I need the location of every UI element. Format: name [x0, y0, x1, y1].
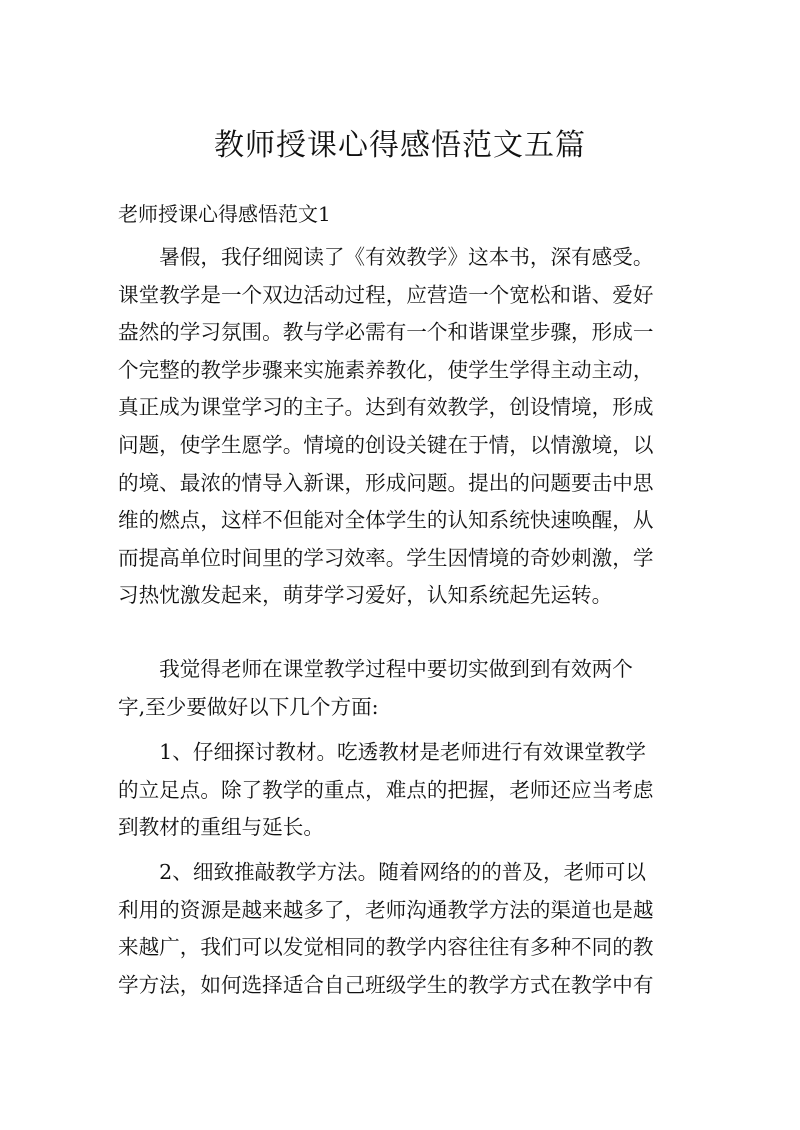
text-line: 的立足点。除了教学的重点，难点的把握，老师还应当考虑: [118, 777, 654, 802]
text-line: 问题，使学生愿学。情境的创设关键在于情，以情激境，以: [118, 432, 654, 457]
text-line: 2、细致推敲教学方法。随着网络的的普及，老师可以: [118, 860, 646, 884]
text-line: 到教材的重组与延长。: [118, 815, 324, 840]
text-line: 暑假，我仔细阅读了《有效教学》这本书，深有感受。: [118, 245, 654, 269]
text-line: 学方法，如何选择适合自己班级学生的教学方式在教学中有: [118, 972, 654, 997]
paragraph-3: [118, 734, 684, 847]
text-line: 真正成为课堂学习的主子。达到有效教学，创设情境，形成: [118, 395, 654, 420]
text-line: 习热忱激发起来，萌芽学习爱好，认知系统起先运转。: [118, 583, 613, 608]
text-line: 来越广，我们可以发觉相同的教学内容往往有多种不同的教: [118, 935, 654, 960]
text-line: 利用的资源是越来越多了，老师沟通教学方法的渠道也是越: [118, 897, 654, 922]
paragraph-4: [118, 854, 684, 1004]
text-line: 盎然的学习氛围。教与学必需有一个和谐课堂步骤，形成一: [118, 320, 654, 345]
text-line: 维的燃点，这样不但能对全体学生的认知系统快速唤醒，从: [118, 508, 654, 533]
text-line: 字,至少要做好以下几个方面:: [118, 694, 379, 719]
text-line: 个完整的教学步骤来实施素养教化，使学生学得主动主动，: [118, 357, 654, 382]
paragraph-2: [118, 651, 684, 726]
text-line: 而提高单位时间里的学习效率。学生因情境的奇妙刺激，学: [118, 545, 654, 570]
paragraph-1: [118, 239, 684, 615]
document-title: 教师授课心得感悟范文五篇: [214, 128, 586, 163]
section-heading: 老师授课心得感悟范文1: [118, 202, 331, 226]
text-line: 课堂教学是一个双边活动过程，应营造一个宽松和谐、爱好: [118, 282, 654, 307]
text-line: 的境、最浓的情导入新课，形成问题。提出的问题要击中思: [118, 470, 654, 495]
text-line: 我觉得老师在课堂教学过程中要切实做到到有效两个: [118, 657, 633, 681]
text-line: 1、仔细探讨教材。吃透教材是老师进行有效课堂教学: [118, 740, 646, 764]
